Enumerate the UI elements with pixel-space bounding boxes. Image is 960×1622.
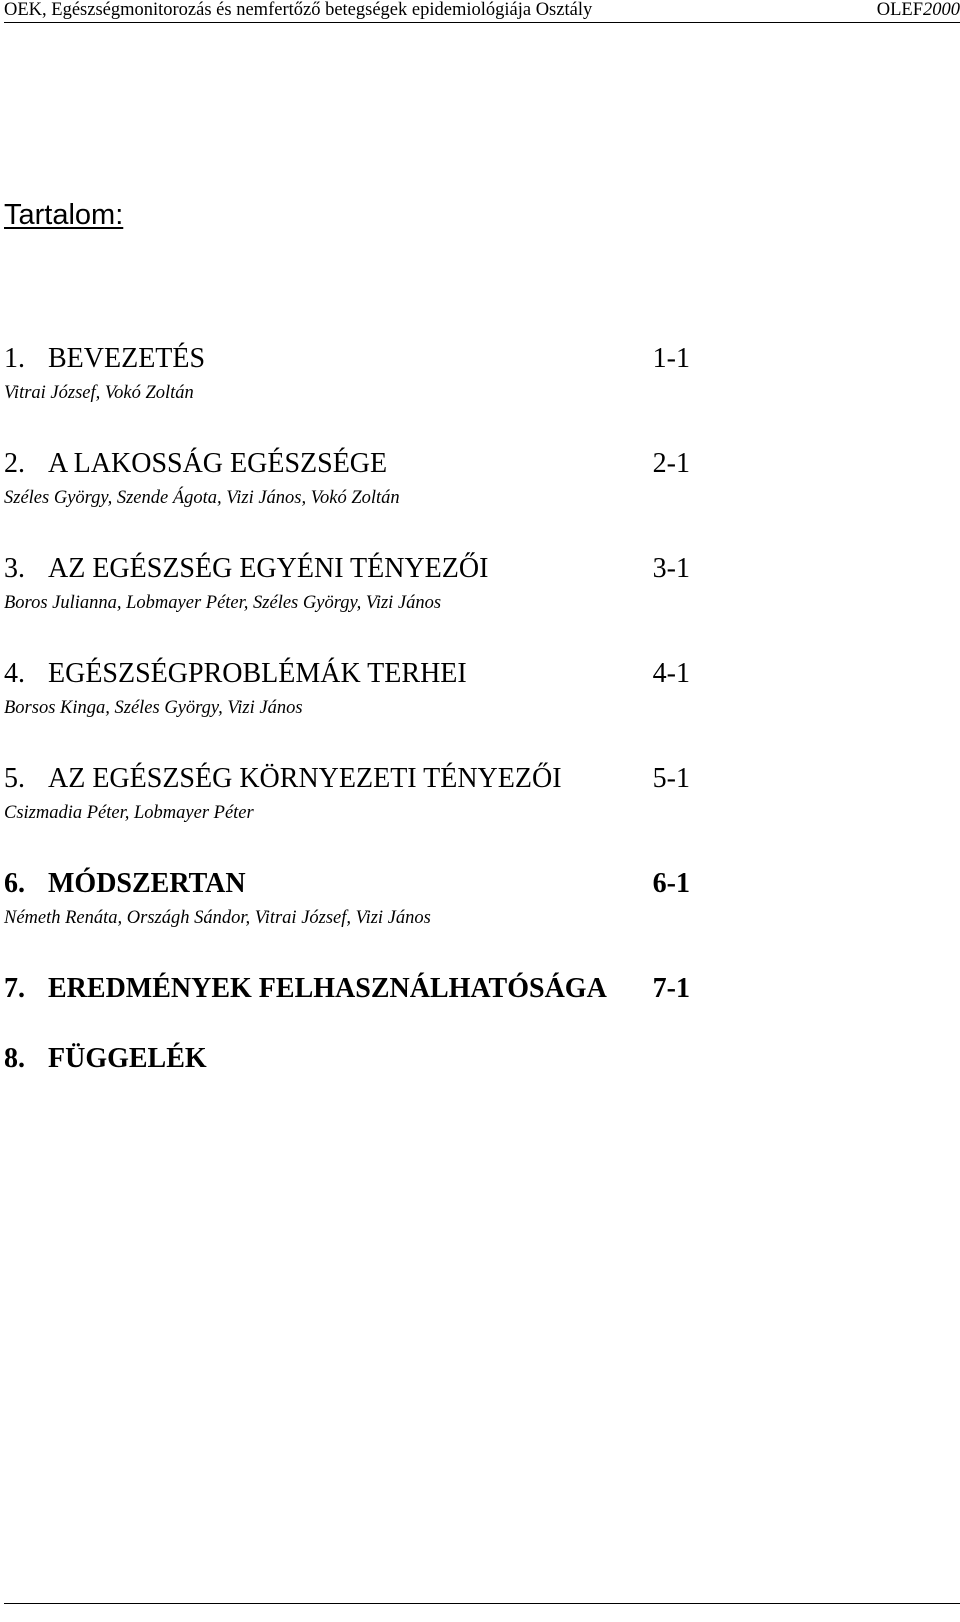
toc-entry-7[interactable] xyxy=(4,972,690,1006)
toc-entry-number: 6. xyxy=(4,868,25,899)
toc-entry-authors: Vitrai József, Vokó Zoltán xyxy=(4,383,194,403)
toc-entry-page: 5-1 xyxy=(652,763,690,794)
toc-entry-title[interactable]: AZ EGÉSZSÉG EGYÉNI TÉNYEZŐI xyxy=(48,553,489,584)
toc-entry-title[interactable]: A LAKOSSÁG EGÉSZSÉGE xyxy=(48,448,388,479)
toc-entry-number: 3. xyxy=(4,553,25,584)
toc-entry-1[interactable] xyxy=(4,342,690,403)
toc-entry-number: 1. xyxy=(4,343,25,374)
toc-entry-title[interactable]: EREDMÉNYEK FELHASZNÁLHATÓSÁGA xyxy=(48,973,607,1004)
toc-entry-authors: Széles György, Szende Ágota, Vizi János, Vokó Zoltán xyxy=(4,488,400,508)
toc-entry-page: 1-1 xyxy=(652,343,690,374)
toc-entry-title[interactable]: MÓDSZERTAN xyxy=(48,868,246,899)
toc-entry-3[interactable] xyxy=(4,552,690,613)
toc-entry-title[interactable]: FÜGGELÉK xyxy=(48,1043,207,1074)
toc-entry-authors: Németh Renáta, Országh Sándor, Vitrai József, Vizi János xyxy=(4,908,431,928)
header-doc-prefix: OLEF xyxy=(876,0,923,20)
toc-entry-6[interactable] xyxy=(4,867,690,928)
toc-entry-title[interactable]: AZ EGÉSZSÉG KÖRNYEZETI TÉNYEZŐI xyxy=(48,763,562,794)
header-doc-id xyxy=(877,0,960,20)
toc-entry-title[interactable]: EGÉSZSÉGPROBLÉMÁK TERHEI xyxy=(48,658,467,689)
toc-entry-page: 2-1 xyxy=(652,448,690,479)
page-header xyxy=(4,0,960,23)
toc-entry-page: 7-1 xyxy=(652,973,690,1004)
toc-entry-page: 6-1 xyxy=(652,868,690,899)
toc-entry-authors: Borsos Kinga, Széles György, Vizi János xyxy=(4,698,303,718)
toc-entry-2[interactable] xyxy=(4,447,690,508)
toc-heading: Tartalom: xyxy=(4,199,124,231)
toc-entry-number: 2. xyxy=(4,448,25,479)
toc-entry-page: 3-1 xyxy=(652,553,690,584)
toc-entry-page: 4-1 xyxy=(652,658,690,689)
toc-entry-number: 5. xyxy=(4,763,25,794)
toc-entry-number: 7. xyxy=(4,973,25,1004)
header-doc-year: 2000 xyxy=(923,0,960,20)
toc-entry-8[interactable] xyxy=(4,1042,690,1076)
toc-entry-authors: Boros Julianna, Lobmayer Péter, Széles György, Vizi János xyxy=(4,593,442,613)
header-department: OEK, Egészségmonitorozás és nemfertőző betegségek epidemiológiája Osztály xyxy=(4,0,593,20)
toc-entry-number: 4. xyxy=(4,658,25,689)
toc-entry-authors: Csizmadia Péter, Lobmayer Péter xyxy=(4,803,254,823)
footer-rule xyxy=(4,1603,960,1604)
toc-entry-number: 8. xyxy=(4,1043,25,1074)
toc-entry-5[interactable] xyxy=(4,762,690,823)
toc-entry-4[interactable] xyxy=(4,657,690,718)
toc-entry-title[interactable]: BEVEZETÉS xyxy=(48,343,206,374)
